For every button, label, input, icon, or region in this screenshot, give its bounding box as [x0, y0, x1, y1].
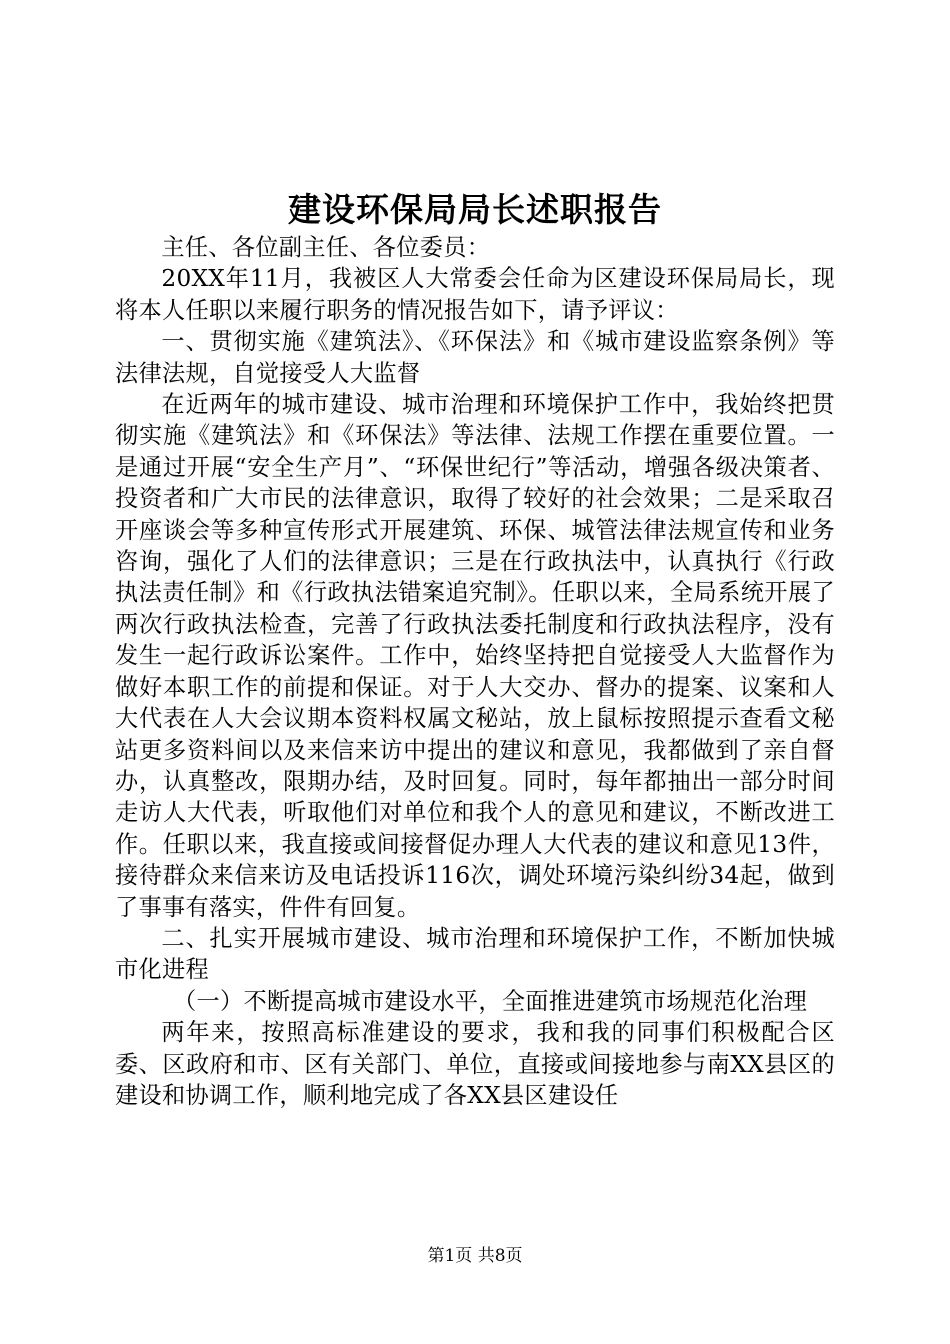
subsection-heading-1: （一）不断提高城市建设水平，全面推进建筑市场规范化治理 [173, 987, 808, 1015]
document-title: 建设环保局局长述职报告 [288, 190, 662, 229]
body-paragraph: 两年来，按照高标准建设的要求，我和我的同事们积极配合区委、区政府和市、区有关部门、单位，直接或间接地参与南XX县区的建设和协调工作，顺利地完成了各XX县区建设任 [115, 1019, 835, 1109]
section-heading-2: 二、扎实开展城市建设、城市治理和环境保护工作，不断加快城市化进程 [115, 924, 835, 984]
section-heading-1: 一、贯彻实施《建筑法》、《环保法》和《城市建设监察条例》等法律法规，自觉接受人大监督 [115, 328, 835, 387]
page-footer: 第1页 共8页 [427, 1246, 523, 1266]
salutation-paragraph: 主任、各位副主任、各位委员： [161, 234, 491, 261]
body-paragraph: 在近两年的城市建设、城市治理和环境保护工作中，我始终把贯彻实施《建筑法》和《环保法》等法律、法规工作摆在重要位置。一是通过开展“安全生产月”、“环保世纪行”等活动，增强各级决策者、投资者和广大市民的法律意识，取得了较好的社会效果；二是采取召开座谈会等多种宣传形式开展建筑、环保、城管法律法规宣传和业务咨询，强化了人们的法律意识；三是在行政执法中，认真执行《行政执法责任制》和《行政执法错案追究制》。任职以来，全局系统开展了两次行政执法检查，完善了行政执法委托制度和行政执法程序，没有发生一起行政诉讼案件。工作中，始终坚持把自觉接受人大监督作为做好本职工作的前提和保证。对于人大交办、督办的提案、议案和人大代表在人大会议期本资料权属文秘站，放上鼠标按照提示查看文秘站更多资料间以及来信来访中提出的建议和意见，我都做到了亲自督办，认真整改，限期办结，及时回复。同时，每年都抽出一部分时间走访人大代表，听取他们对单位和我个人的意见和建议，不断改进工作。任职以来，我直接或间接督促办理人大代表的建议和意见13件，接待群众来信来访及电话投诉116次，调处环境污染纠纷34起，做到了事事有落实，件件有回复。 [115, 391, 835, 921]
document-body [115, 232, 835, 1111]
intro-paragraph: 20XX年11月，我被区人大常委会任命为区建设环保局局长，现将本人任职以来履行职务的情况报告如下，请予评议： [115, 265, 835, 324]
